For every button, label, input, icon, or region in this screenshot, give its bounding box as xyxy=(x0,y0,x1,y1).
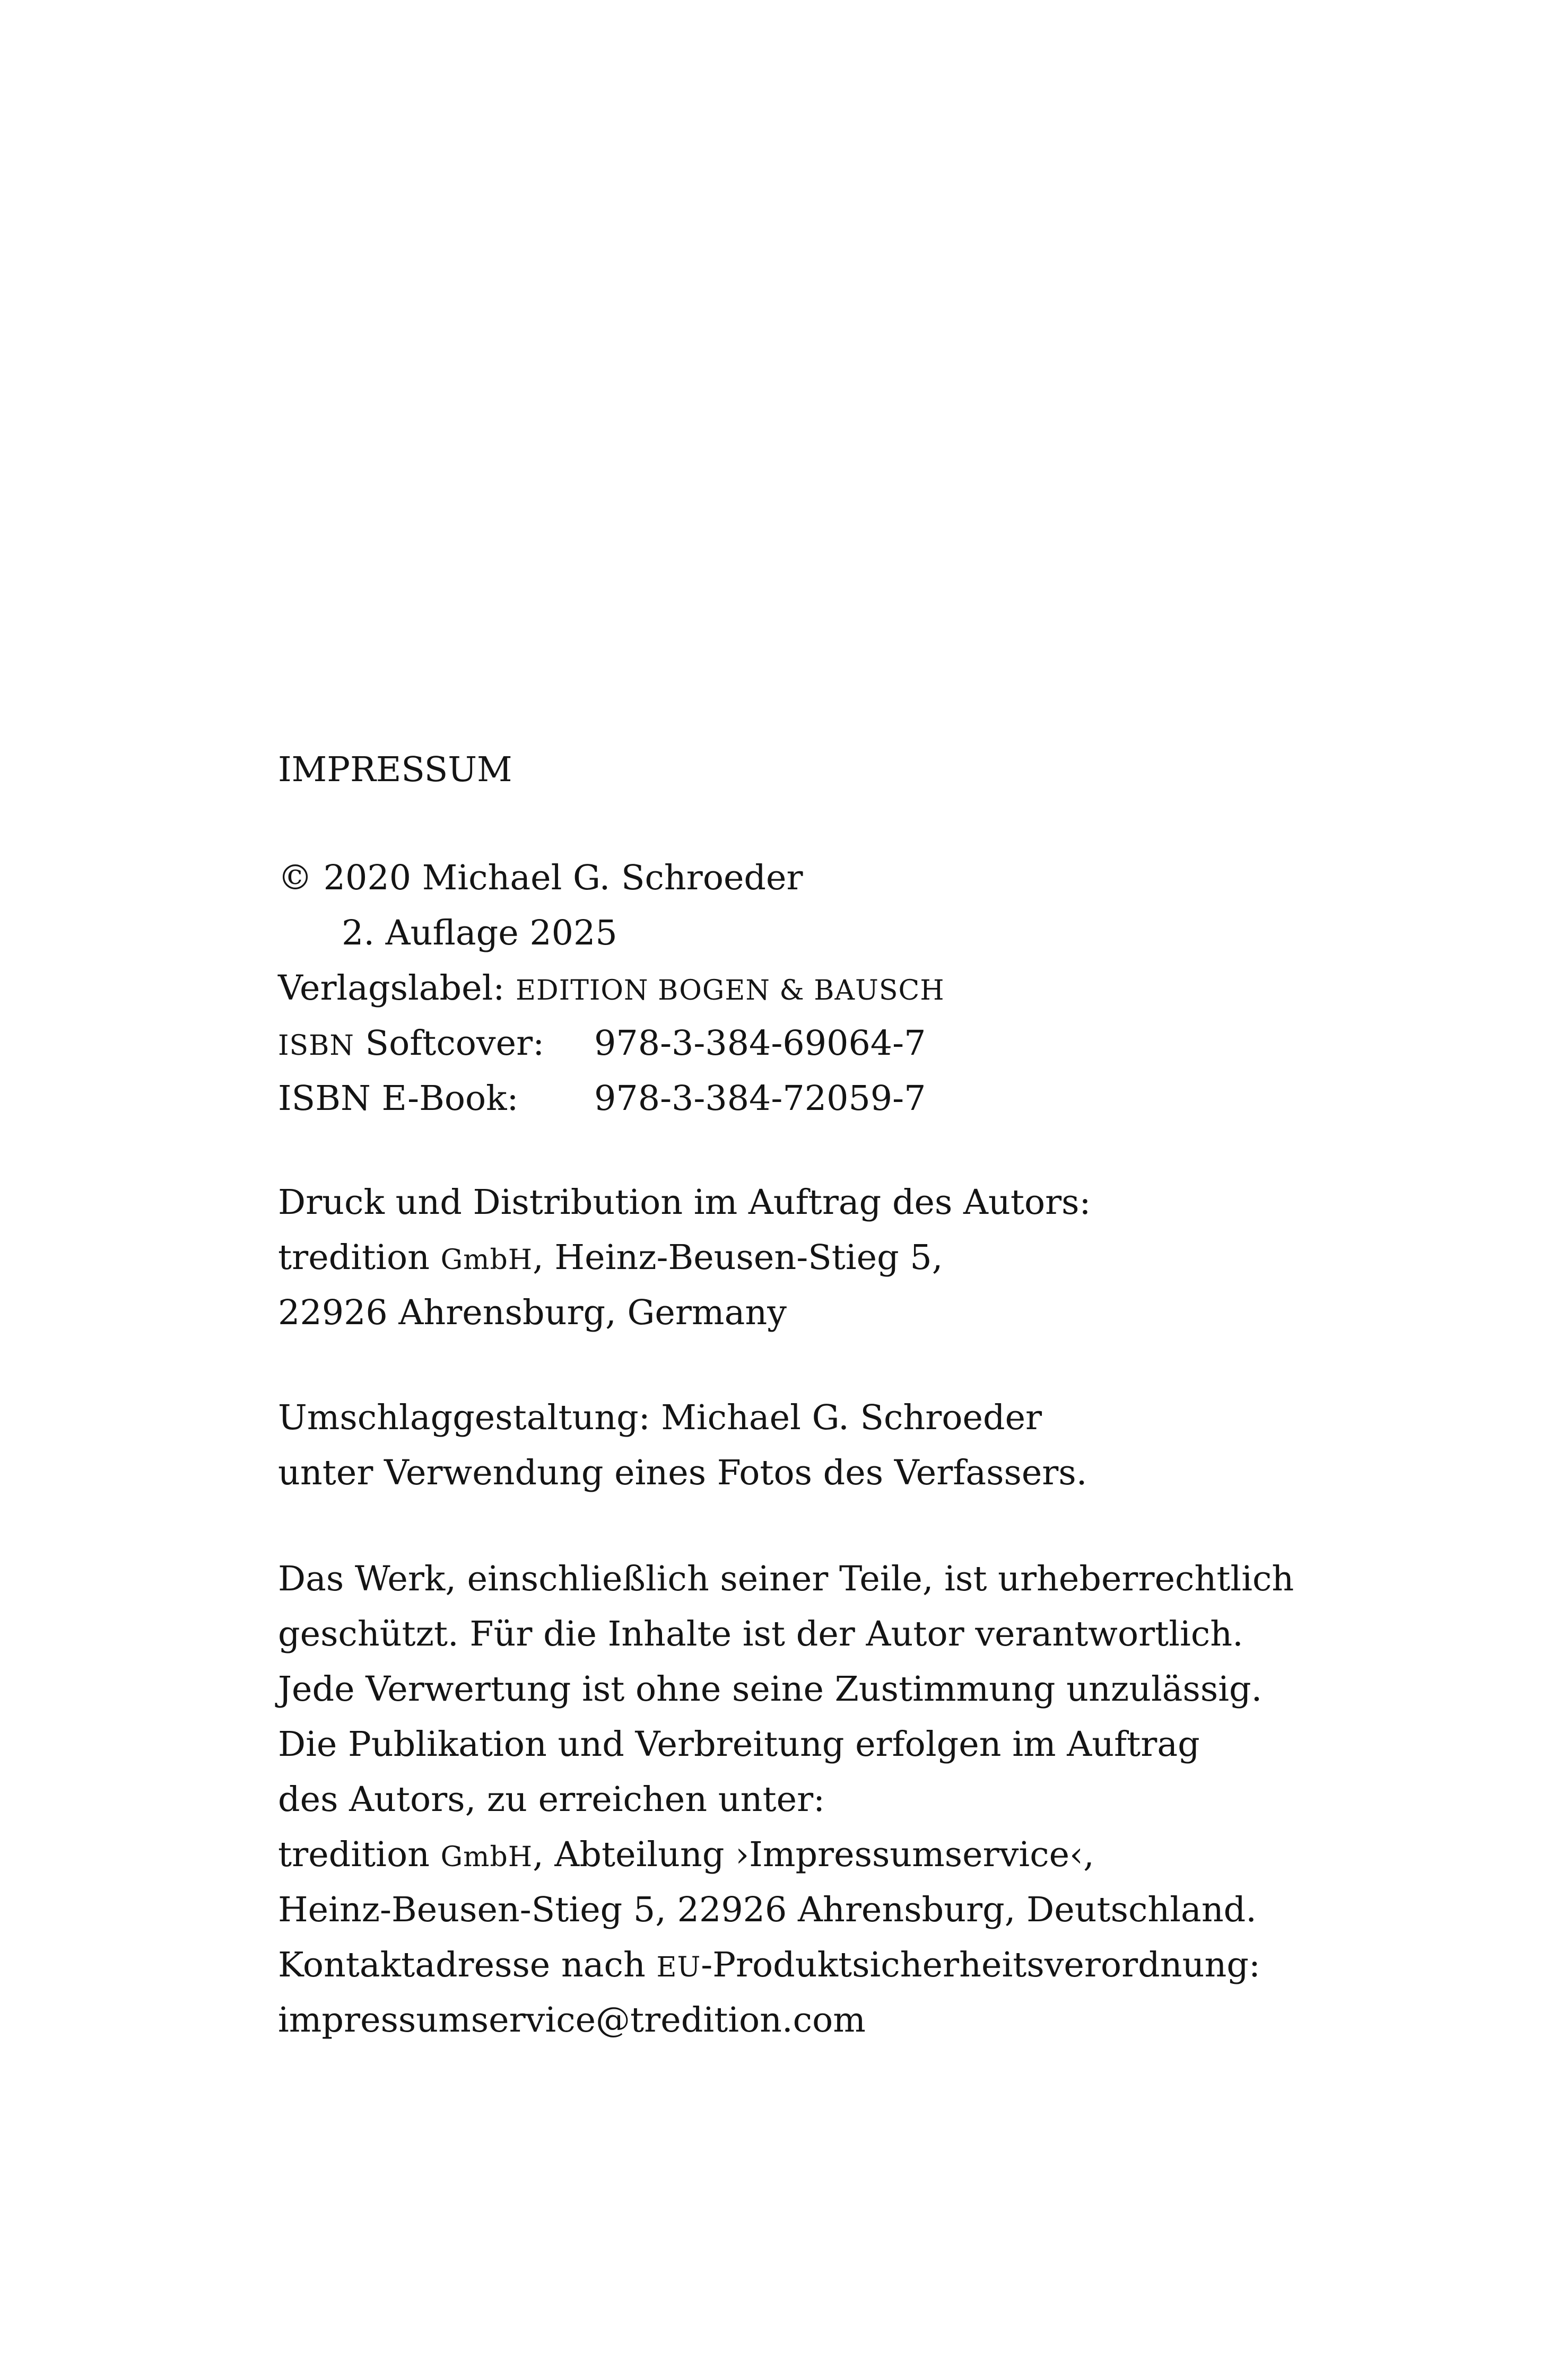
printing-street: , Heinz-Beusen-Stieg 5, xyxy=(533,1238,943,1278)
isbn-softcover-value: 978-3-384-69064-7 xyxy=(594,1023,926,1063)
legal-line-7: Heinz-Beusen-Stieg 5, 22926 Ahrensburg, Deutschland. xyxy=(278,1890,1257,1930)
legal-line-2: geschützt. Für die Inhalte ist der Autor verantwortlich. xyxy=(278,1614,1243,1654)
legal-line-5: des Autors, zu erreichen unter: xyxy=(278,1780,825,1819)
isbn-softcover-line xyxy=(278,1016,1339,1071)
legal-company: tredition xyxy=(278,1835,441,1875)
isbn-softcover-type: Softcover: xyxy=(354,1023,545,1063)
imprint-heading-block xyxy=(278,742,1339,798)
printing-block xyxy=(278,1175,1339,1341)
printing-company: tredition xyxy=(278,1238,441,1278)
legal-line-8 xyxy=(278,1938,1339,1993)
copyright-line: © 2020 Michael G. Schroeder xyxy=(278,858,803,898)
printing-company-form: GmbH xyxy=(440,1244,533,1276)
isbn-abbr: ISBN xyxy=(278,1030,354,1062)
copyright-block xyxy=(278,851,1339,1126)
printing-line-1: Druck und Distribution im Auftrag des Autors: xyxy=(278,1183,1091,1222)
cover-line-2: unter Verwendung eines Fotos des Verfassers. xyxy=(278,1453,1087,1493)
edition-line: 2. Auflage 2025 xyxy=(342,913,617,953)
publisher-label-name: EDITION BOGEN & BAUSCH xyxy=(516,975,945,1007)
legal-block xyxy=(278,1552,1339,2048)
legal-line-1: Das Werk, einschließlich seiner Teile, ist urheberrechtlich xyxy=(278,1559,1294,1599)
legal-company-form: GmbH xyxy=(440,1841,533,1873)
cover-design-block xyxy=(278,1390,1339,1501)
legal-line-3: Jede Verwertung ist ohne seine Zustimmung unzulässig. xyxy=(278,1669,1263,1709)
cover-line-1: Umschlaggestaltung: Michael G. Schroeder xyxy=(278,1398,1042,1438)
legal-contact-prefix: Kontaktadresse nach xyxy=(278,1945,657,1985)
isbn-abbr: ISBN xyxy=(278,1079,371,1118)
imprint-heading: IMPRESSUM xyxy=(278,750,512,790)
legal-line-4: Die Publikation und Verbreitung erfolgen im Auftrag xyxy=(278,1725,1200,1764)
isbn-ebook-value: 978-3-384-72059-7 xyxy=(594,1079,926,1118)
publisher-label-prefix: Verlagslabel: xyxy=(278,968,516,1008)
legal-line-6 xyxy=(278,1827,1339,1883)
legal-department: , Abteilung ›Impressumservice‹, xyxy=(533,1835,1094,1875)
isbn-ebook-line xyxy=(278,1071,1339,1126)
isbn-ebook-label xyxy=(278,1071,594,1126)
isbn-softcover-label xyxy=(278,1016,594,1073)
printing-line-2 xyxy=(278,1230,1339,1285)
publisher-label-line xyxy=(278,961,1339,1016)
legal-eu: EU xyxy=(656,1952,701,1983)
contact-email[interactable]: impressumservice@tredition.com xyxy=(278,2000,866,2040)
legal-regulation: -Produktsicherheitsverordnung: xyxy=(701,1945,1260,1985)
printing-line-3: 22926 Ahrensburg, Germany xyxy=(278,1293,787,1333)
isbn-ebook-type: E-Book: xyxy=(370,1079,519,1118)
